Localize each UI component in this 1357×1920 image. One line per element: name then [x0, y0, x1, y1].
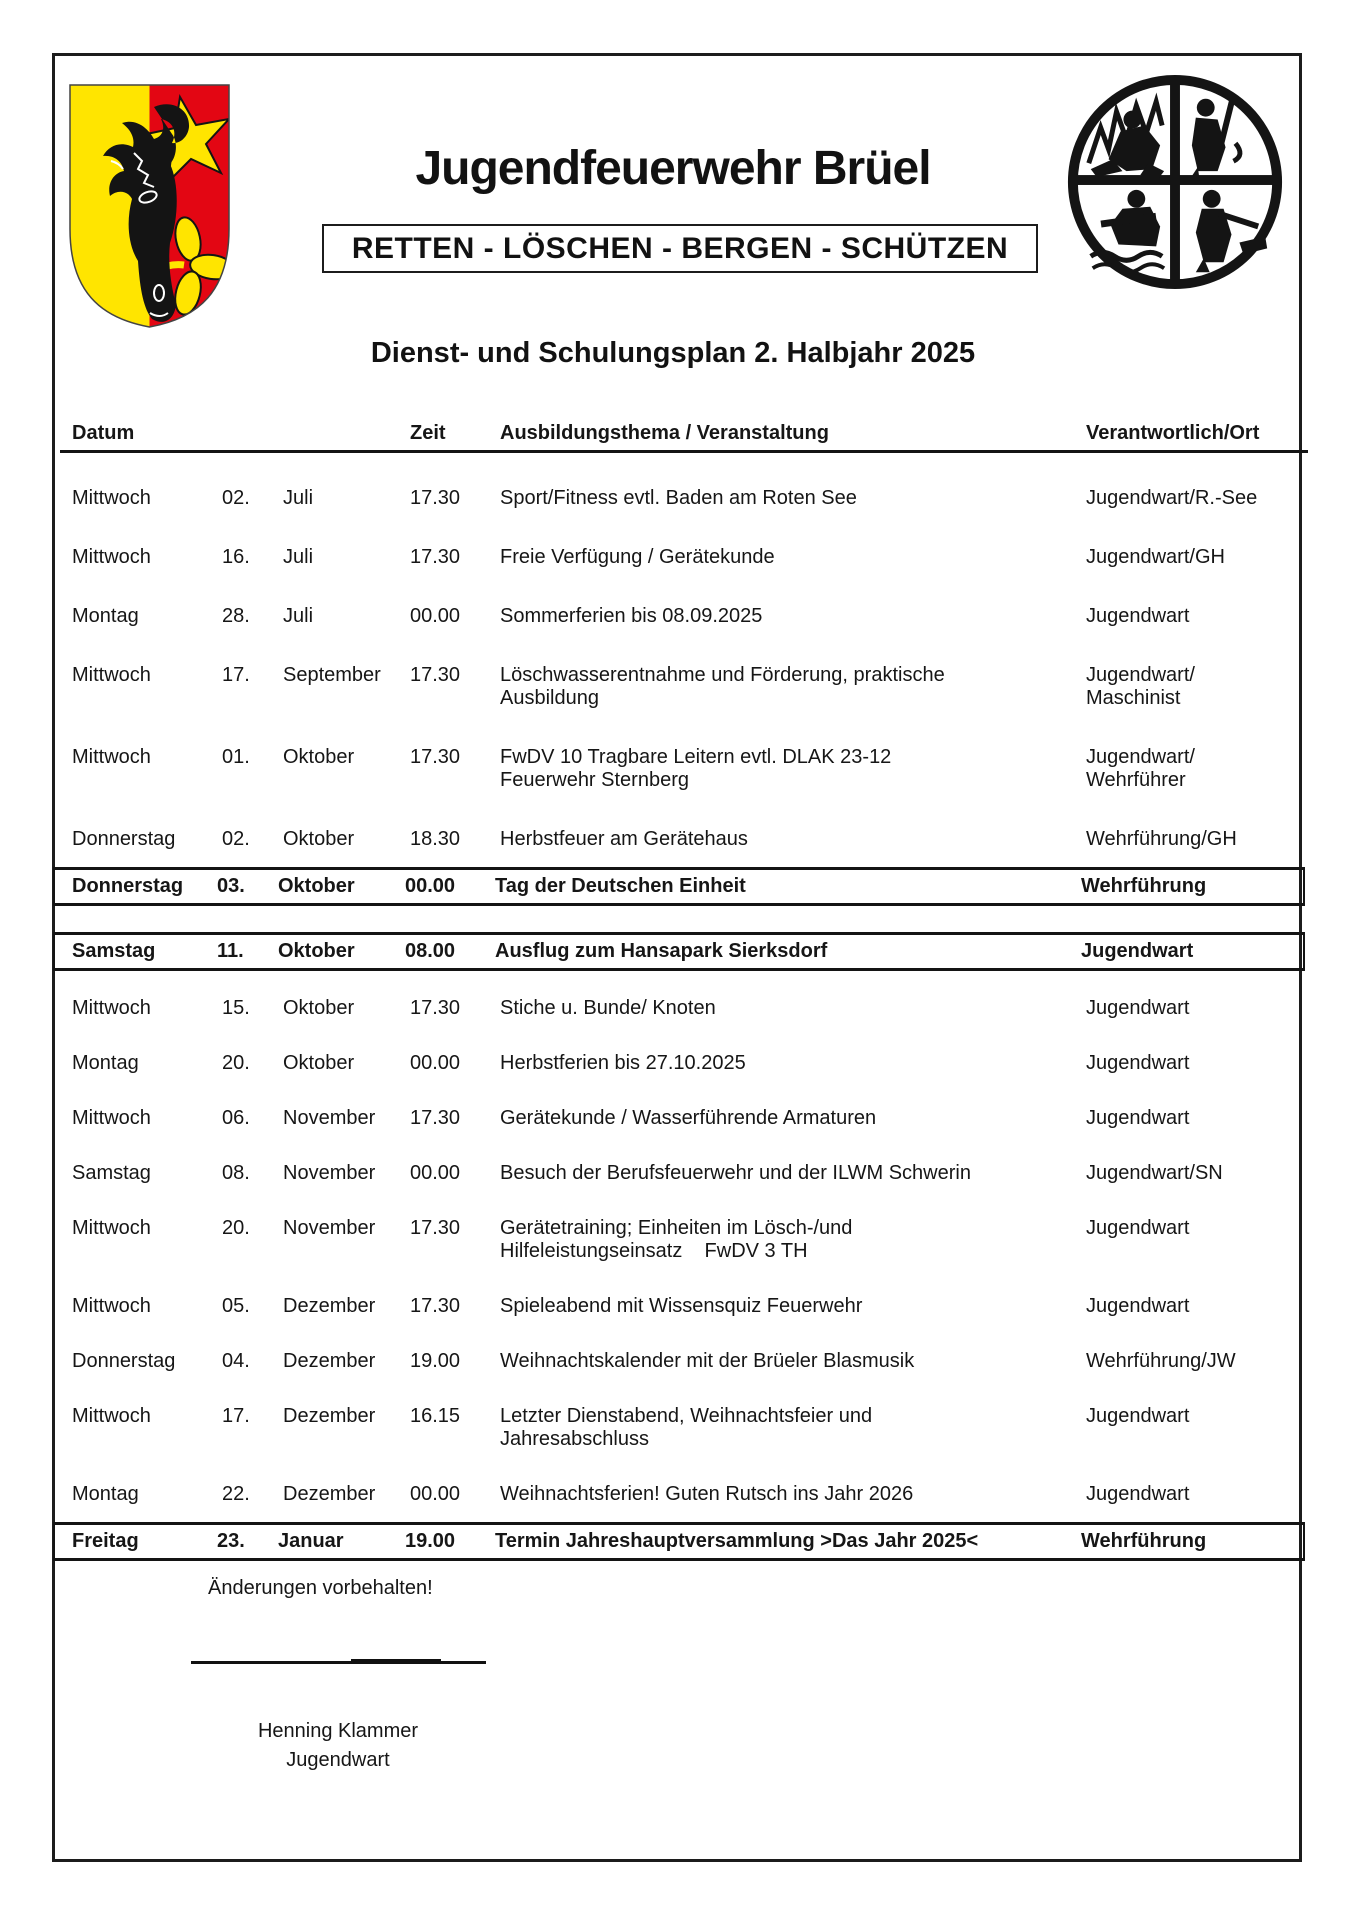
table-row: [60, 1295, 1308, 1318]
cell-month: Januar: [278, 1530, 344, 1552]
cell-time: 00.00: [410, 1483, 461, 1505]
fire-brigade-emblem-icon: [1061, 66, 1289, 298]
cell-day: Montag: [72, 605, 139, 627]
cell-date: 02.: [222, 828, 250, 850]
cell-date: 20.: [222, 1052, 250, 1074]
cell-time: 08.00: [405, 940, 456, 962]
cell-responsible: Jugendwart: [1081, 940, 1194, 962]
cell-time: 00.00: [410, 605, 461, 627]
signature-line: [191, 1661, 486, 1664]
col-header-spacer2: [283, 422, 410, 445]
cell-time: 00.00: [410, 1162, 461, 1184]
cell-day: Mittwoch: [72, 1295, 151, 1317]
table-header-row: [60, 422, 1308, 453]
page-border-frame: [52, 53, 1302, 1862]
cell-topic: Löschwasserentnahme und Förderung, praktische Ausbildung: [500, 664, 945, 709]
table-row: [60, 487, 1308, 510]
page-title: Jugendfeuerwehr Brüel: [415, 142, 931, 195]
cell-time: 17.30: [410, 546, 461, 568]
cell-day: Mittwoch: [72, 746, 151, 768]
cell-month: Dezember: [283, 1350, 376, 1372]
cell-time: 17.30: [410, 1217, 461, 1239]
cell-time: 17.30: [410, 1107, 461, 1129]
cell-date: 11.: [217, 940, 244, 962]
cell-responsible: Jugendwart/SN: [1086, 1162, 1223, 1184]
cell-topic: Gerätekunde / Wasserführende Armaturen: [500, 1107, 877, 1129]
col-header-zeit: Zeit: [410, 422, 446, 444]
cell-day: Samstag: [72, 1162, 151, 1184]
table-row: [60, 828, 1308, 851]
cell-month: Dezember: [283, 1483, 376, 1505]
cell-month: Juli: [283, 487, 314, 509]
col-header-spacer: [222, 422, 283, 445]
table-row: [60, 997, 1308, 1020]
cell-time: 17.30: [410, 487, 461, 509]
cell-responsible: Jugendwart/R.-See: [1086, 487, 1258, 509]
cell-time: 00.00: [410, 1052, 461, 1074]
table-row-highlight: [53, 1522, 1305, 1561]
cell-date: 22.: [222, 1483, 250, 1505]
cell-date: 06.: [222, 1107, 250, 1129]
cell-responsible: Jugendwart: [1086, 1483, 1190, 1505]
cell-time: 17.30: [410, 997, 461, 1019]
cell-topic: Weihnachtskalender mit der Brüeler Blasmusik: [500, 1350, 915, 1372]
cell-month: Oktober: [283, 1052, 355, 1074]
cell-topic: Ausflug zum Hansapark Sierksdorf: [495, 940, 828, 962]
table-row: [60, 605, 1308, 628]
table-row: [60, 746, 1308, 792]
table-row: [60, 664, 1308, 710]
cell-time: 16.15: [410, 1405, 461, 1427]
cell-responsible: Wehrführung: [1081, 1530, 1207, 1552]
cell-topic: Besuch der Berufsfeuerwehr und der ILWM Schwerin: [500, 1162, 971, 1184]
cell-topic: Tag der Deutschen Einheit: [495, 875, 746, 897]
signature-name: Henning Klammer: [257, 1720, 419, 1742]
cell-topic: Herbstfeuer am Gerätehaus: [500, 828, 748, 850]
cell-month: Oktober: [283, 828, 355, 850]
cell-month: November: [283, 1217, 376, 1239]
table-row: [60, 546, 1308, 569]
cell-date: 05.: [222, 1295, 250, 1317]
table-row-highlight: [53, 932, 1305, 971]
cell-topic: Sommerferien bis 08.09.2025: [500, 605, 763, 627]
cell-date: 02.: [222, 487, 250, 509]
cell-time: 19.00: [410, 1350, 461, 1372]
cell-date: 04.: [222, 1350, 250, 1372]
cell-day: Donnerstag: [72, 875, 184, 897]
cell-month: September: [283, 664, 381, 686]
cell-responsible: Jugendwart/ Wehrführer: [1086, 746, 1195, 791]
cell-date: 20.: [222, 1217, 250, 1239]
cell-day: Mittwoch: [72, 546, 151, 568]
cell-day: Montag: [72, 1052, 139, 1074]
table-row: [60, 1162, 1308, 1185]
cell-month: Oktober: [283, 746, 355, 768]
cell-responsible: Wehrführung/GH: [1086, 828, 1237, 850]
cell-day: Mittwoch: [72, 1217, 151, 1239]
cell-month: Juli: [283, 605, 314, 627]
cell-date: 15.: [222, 997, 250, 1019]
cell-responsible: Jugendwart: [1086, 1107, 1190, 1129]
cell-responsible: Jugendwart/GH: [1086, 546, 1225, 568]
cell-day: Donnerstag: [72, 828, 176, 850]
cell-month: Juli: [283, 546, 314, 568]
table-row: [60, 1405, 1308, 1451]
cell-month: Dezember: [283, 1405, 376, 1427]
cell-date: 01.: [222, 746, 250, 768]
motto-box: [322, 224, 1038, 273]
cell-topic: Sport/Fitness evtl. Baden am Roten See: [500, 487, 857, 509]
cell-time: 17.30: [410, 746, 461, 768]
signature-block: [193, 1717, 483, 1775]
cell-day: Donnerstag: [72, 1350, 176, 1372]
cell-responsible: Jugendwart: [1086, 1405, 1190, 1427]
cell-day: Freitag: [72, 1530, 139, 1552]
cell-responsible: Jugendwart: [1086, 1052, 1190, 1074]
cell-day: Mittwoch: [72, 1405, 151, 1427]
signature-role: Jugendwart: [286, 1749, 390, 1771]
cell-responsible: Wehrführung/JW: [1086, 1350, 1236, 1372]
cell-topic: Gerätetraining; Einheiten im Lösch-/und Hilfeleistungseinsatz FwDV 3 TH: [500, 1217, 853, 1262]
cell-time: 17.30: [410, 664, 461, 686]
cell-date: 17.: [222, 1405, 250, 1427]
motto-text: RETTEN - LÖSCHEN - BERGEN - SCHÜTZEN: [351, 231, 1009, 265]
cell-topic: Termin Jahreshauptversammlung >Das Jahr 2025<: [495, 1530, 979, 1552]
cell-responsible: Jugendwart: [1086, 1295, 1190, 1317]
cell-month: Oktober: [278, 940, 355, 962]
bruel-coat-of-arms-icon: [66, 81, 233, 331]
col-header-datum: Datum: [72, 422, 135, 444]
cell-date: 16.: [222, 546, 250, 568]
cell-month: Oktober: [278, 875, 355, 897]
cell-time: 00.00: [405, 875, 456, 897]
table-row: [60, 1217, 1308, 1263]
cell-day: Montag: [72, 1483, 139, 1505]
cell-responsible: Wehrführung: [1081, 875, 1207, 897]
cell-day: Samstag: [72, 940, 156, 962]
cell-month: November: [283, 1162, 376, 1184]
table-row: [60, 1107, 1308, 1130]
table-row: [60, 1483, 1308, 1506]
cell-time: 19.00: [405, 1530, 456, 1552]
table-row-highlight: [53, 867, 1305, 906]
cell-day: Mittwoch: [72, 664, 151, 686]
cell-topic: Herbstferien bis 27.10.2025: [500, 1052, 746, 1074]
cell-topic: FwDV 10 Tragbare Leitern evtl. DLAK 23-12 Feuerwehr Sternberg: [500, 746, 892, 791]
cell-time: 18.30: [410, 828, 461, 850]
schedule-table: [60, 422, 1308, 1561]
cell-date: 28.: [222, 605, 250, 627]
cell-responsible: Jugendwart/ Maschinist: [1086, 664, 1195, 709]
cell-month: November: [283, 1107, 376, 1129]
changes-note: Änderungen vorbehalten!: [208, 1577, 433, 1599]
table-row: [60, 1350, 1308, 1373]
plan-title: Dienst- und Schulungsplan 2. Halbjahr 2025: [370, 337, 976, 369]
cell-day: Mittwoch: [72, 1107, 151, 1129]
cell-time: 17.30: [410, 1295, 461, 1317]
col-header-thema: Ausbildungsthema / Veranstaltung: [500, 422, 829, 444]
cell-responsible: Jugendwart: [1086, 605, 1190, 627]
cell-month: Oktober: [283, 997, 355, 1019]
cell-month: Dezember: [283, 1295, 376, 1317]
cell-date: 03.: [217, 875, 245, 897]
cell-topic: Spieleabend mit Wissensquiz Feuerwehr: [500, 1295, 863, 1317]
cell-date: 23.: [217, 1530, 245, 1552]
cell-day: Mittwoch: [72, 487, 151, 509]
table-row: [60, 1052, 1308, 1075]
cell-topic: Weihnachtsferien! Guten Rutsch ins Jahr 2026: [500, 1483, 914, 1505]
cell-topic: Letzter Dienstabend, Weihnachtsfeier und Jahresabschluss: [500, 1405, 873, 1450]
cell-responsible: Jugendwart: [1086, 997, 1190, 1019]
cell-date: 08.: [222, 1162, 250, 1184]
col-header-verantwortlich: Verantwortlich/Ort: [1086, 422, 1260, 444]
cell-day: Mittwoch: [72, 997, 151, 1019]
cell-date: 17.: [222, 664, 250, 686]
cell-responsible: Jugendwart: [1086, 1217, 1190, 1239]
cell-topic: Stiche u. Bunde/ Knoten: [500, 997, 716, 1019]
cell-topic: Freie Verfügung / Gerätekunde: [500, 546, 775, 568]
table-body: [60, 487, 1308, 1561]
